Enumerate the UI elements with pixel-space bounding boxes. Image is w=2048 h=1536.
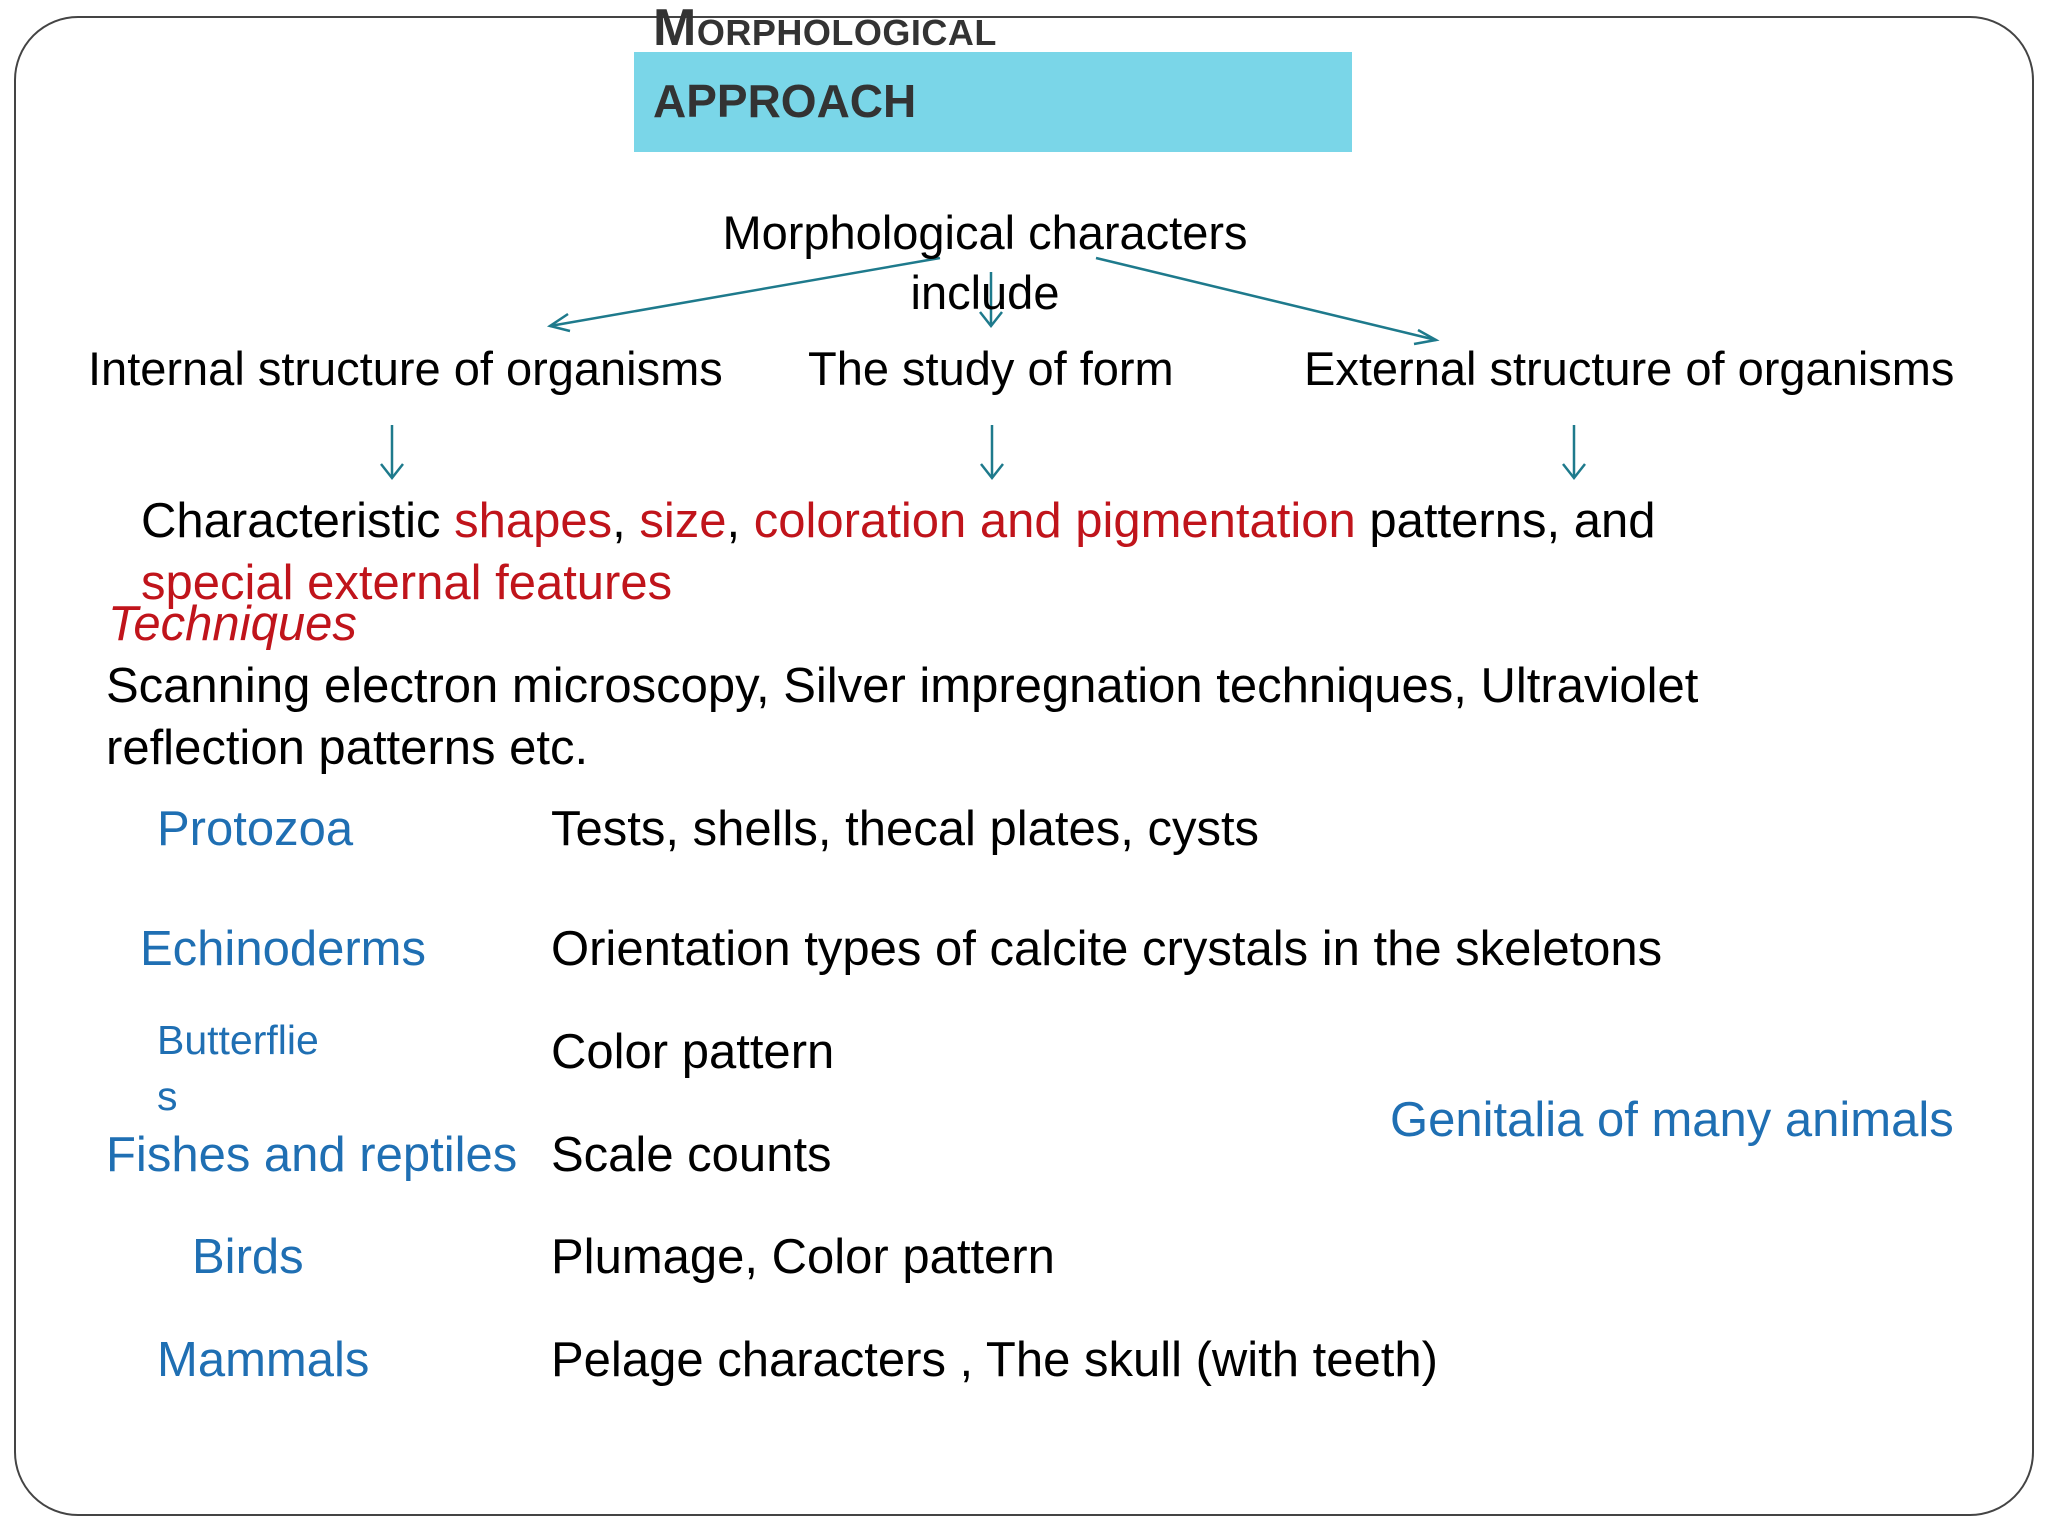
group-feature-fishes-reptiles: Scale counts — [551, 1128, 832, 1182]
root-node-line2: include — [910, 266, 1060, 319]
group-feature-birds: Plumage, Color pattern — [551, 1230, 1055, 1284]
slide-title-line2: APPROACH — [653, 75, 917, 127]
techniques-line1: Scanning electron microscopy, Silver impregnation techniques, Ultraviolet — [106, 659, 1699, 713]
characteristics-special: special external features — [141, 556, 673, 610]
characteristics-sep1: , — [612, 494, 640, 548]
group-feature-butterflies: Color pattern — [551, 1025, 835, 1079]
group-name-birds: Birds — [192, 1230, 304, 1284]
group-name-mammals: Mammals — [157, 1333, 370, 1387]
arrow-down-middle — [981, 425, 1003, 478]
arrow-down-left — [381, 425, 403, 478]
characteristics-suffix: patterns, and — [1355, 494, 1656, 548]
characteristics-sep2: , — [726, 494, 754, 548]
group-name-protozoa: Protozoa — [157, 802, 354, 856]
characteristics-size: size — [639, 494, 727, 548]
group-name-butterflies-wrap: s — [157, 1073, 178, 1119]
group-name-butterflies: Butterflie — [157, 1017, 319, 1063]
group-feature-mammals: Pelage characters , The skull (with teeth) — [551, 1333, 1438, 1387]
techniques-heading: Techniques — [108, 597, 357, 651]
node-external-structure: External structure of organisms — [1304, 342, 1955, 395]
arrow-down-right — [1563, 425, 1585, 478]
side-note-genitalia: Genitalia of many animals — [1390, 1093, 1954, 1147]
group-feature-protozoa: Tests, shells, thecal plates, cysts — [551, 802, 1260, 856]
title-initial: M — [653, 0, 697, 57]
root-node-line1: Morphological characters — [722, 206, 1248, 259]
node-internal-structure: Internal structure of organisms — [88, 342, 723, 395]
title-rest: ORPHOLOGICAL — [696, 12, 997, 53]
node-study-of-form: The study of form — [808, 342, 1174, 395]
characteristics-coloration: coloration and pigmentation — [753, 494, 1356, 548]
characteristics-shapes: shapes — [454, 494, 613, 548]
group-name-fishes-reptiles: Fishes and reptiles — [106, 1128, 518, 1182]
characteristics-line1 — [141, 494, 1656, 548]
characteristics-prefix: Characteristic — [141, 494, 455, 548]
group-name-echinoderms: Echinoderms — [140, 922, 426, 976]
group-feature-echinoderms: Orientation types of calcite crystals in the skeletons — [551, 922, 1663, 976]
techniques-line2: reflection patterns etc. — [106, 721, 589, 775]
